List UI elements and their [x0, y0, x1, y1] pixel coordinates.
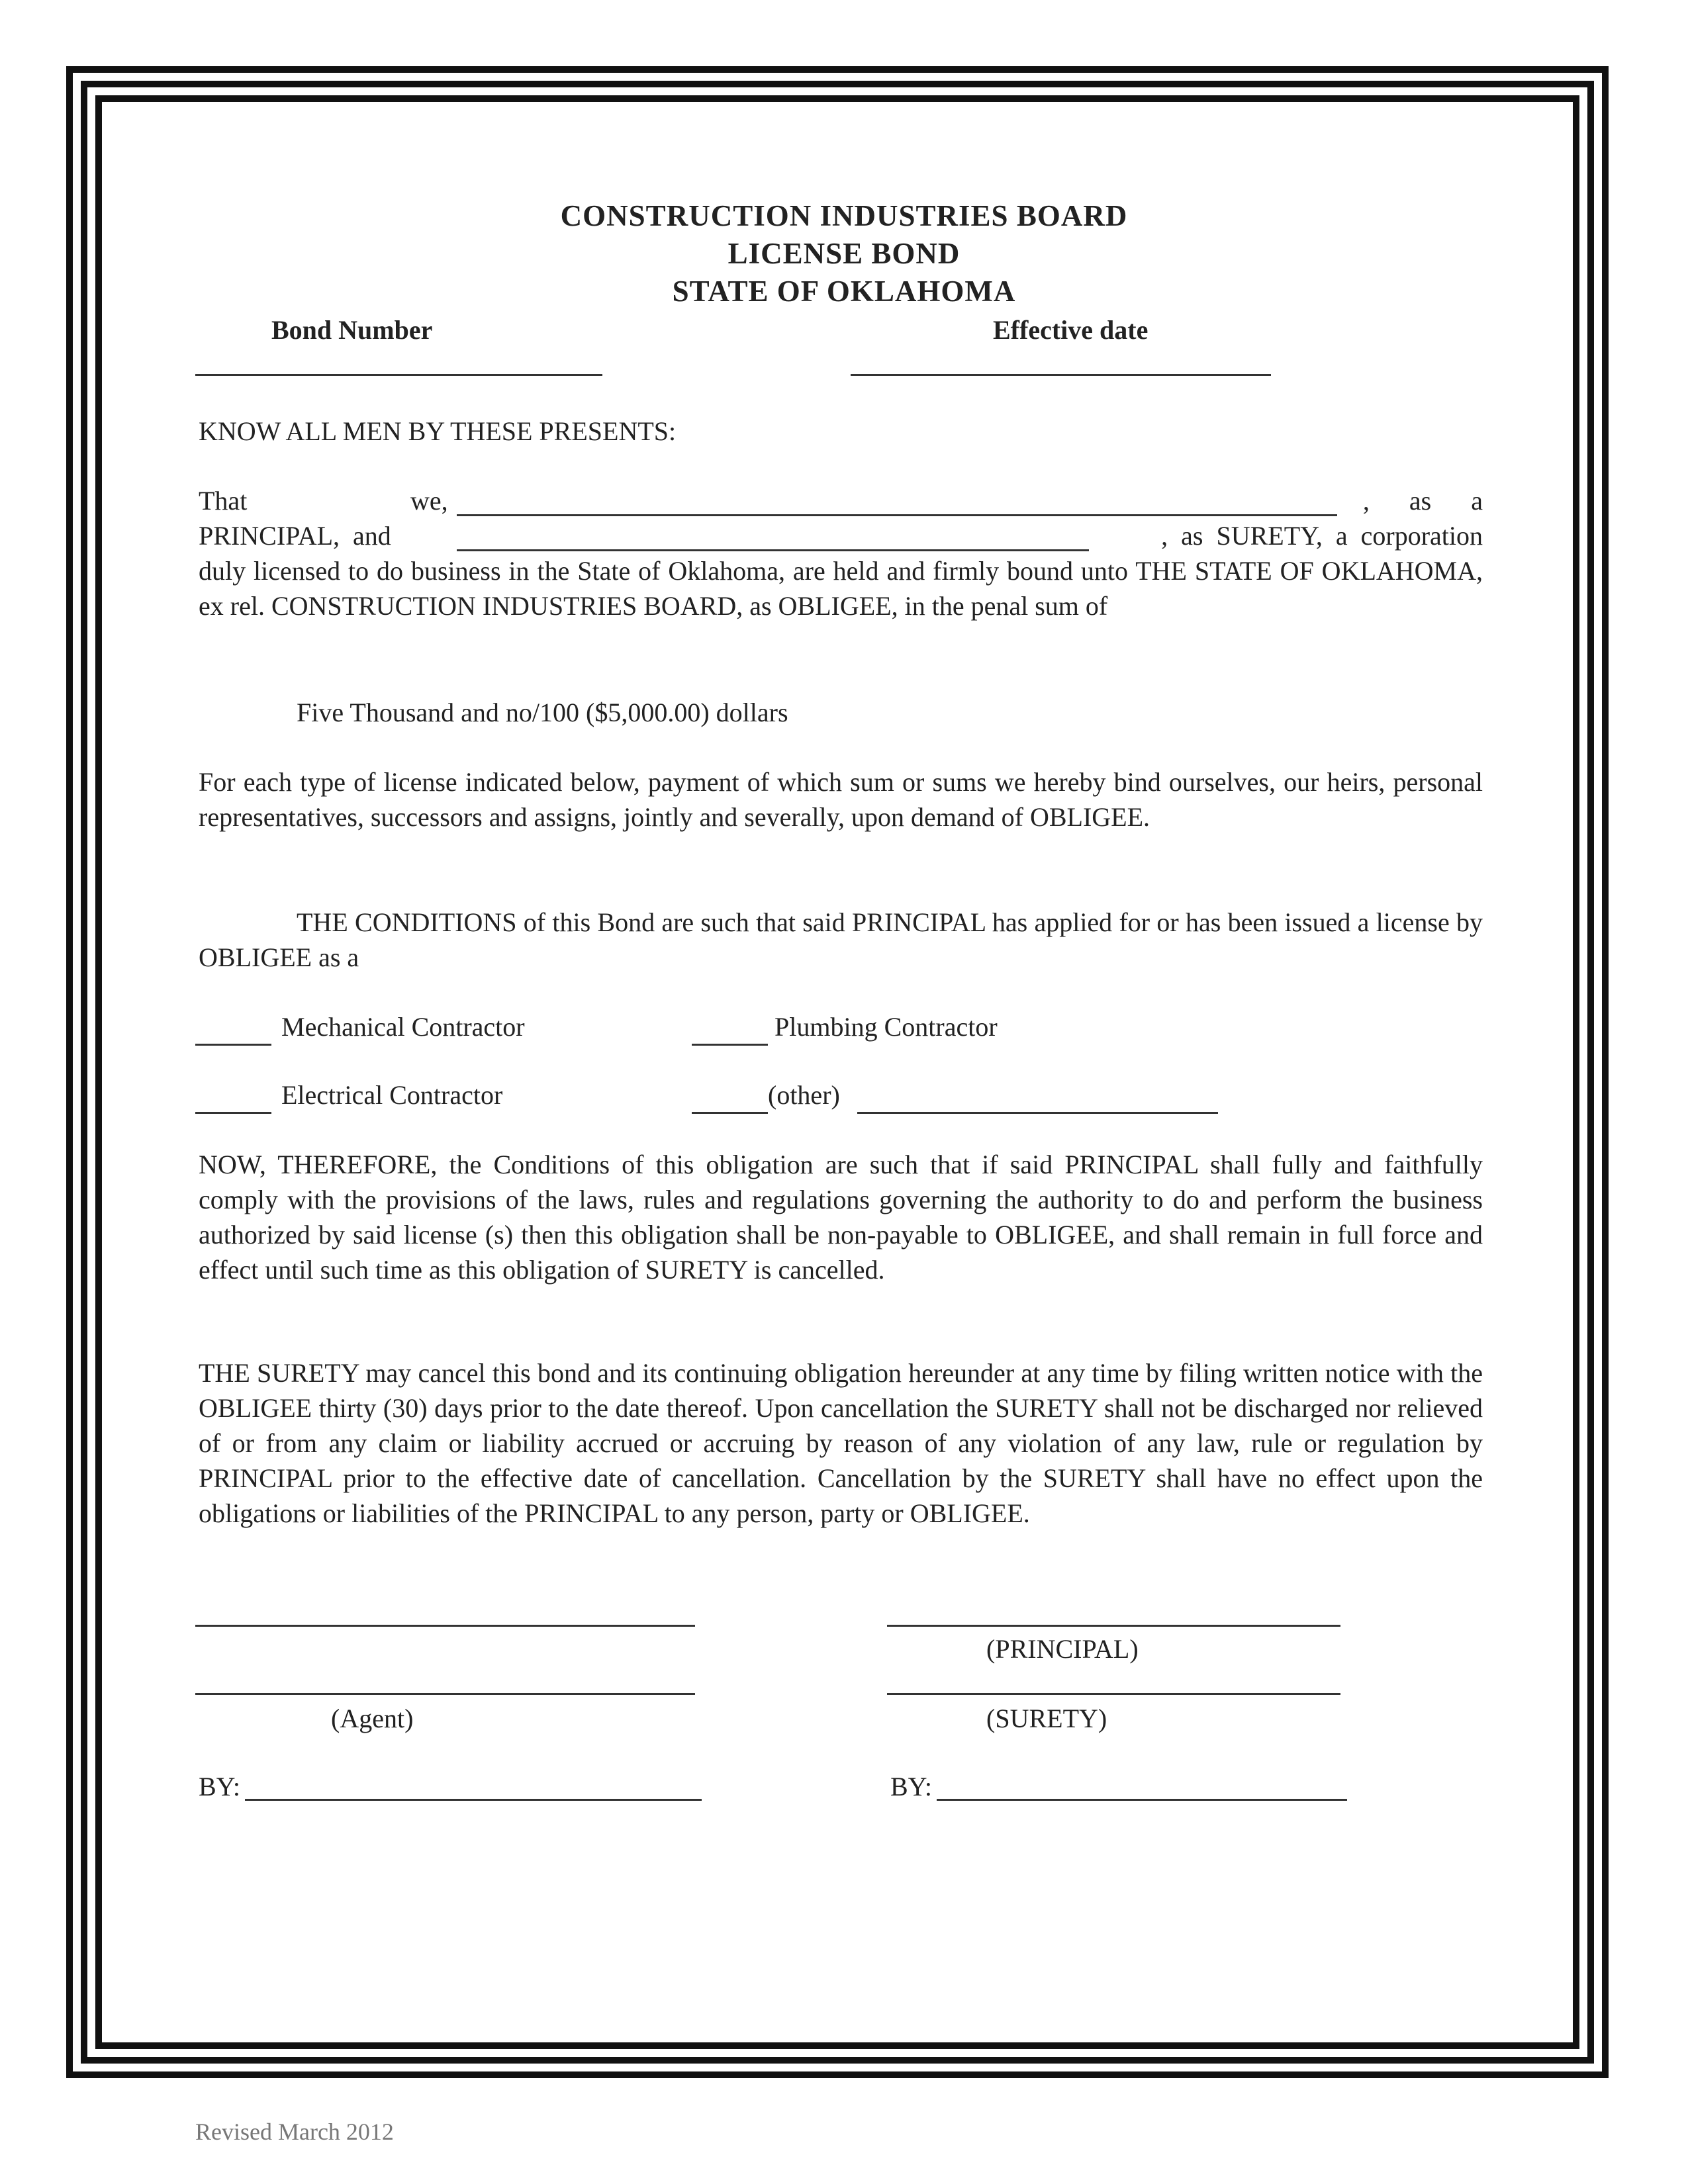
that-text: That: [199, 486, 248, 516]
plumbing-label: Plumbing Contractor: [774, 1012, 998, 1042]
paragraph-cancel: THE SURETY may cancel this bond and its continuing obligation hereunder at any time by filing written notice with the OBLIGEE thirty (30) days prior to the date thereof. Upon cancellation the SURETY shall not be discharged nor relieved of or from any claim or liability accrued or accruing by reason of any violation of any law, rule or regulation by PRINCIPAL prior to the effective date of cancellation. Cancellation by the SURETY shall have no effect upon the obligations or liabilities of the PRINCIPAL to any person, party or OBLIGEE.: [199, 1358, 1483, 1528]
other-label: (other): [768, 1080, 840, 1110]
principal-label: (PRINCIPAL): [986, 1634, 1139, 1664]
penal-sum-amount: Five Thousand and no/100 ($5,000.00) dollars: [297, 698, 788, 727]
state-title: STATE OF OKLAHOMA: [672, 275, 1016, 308]
other-description-field[interactable]: [857, 1112, 1218, 1114]
effective-date-field[interactable]: [851, 374, 1271, 376]
electrical-label: Electrical Contractor: [281, 1080, 503, 1110]
by-right-label: BY:: [890, 1772, 933, 1801]
mechanical-checkbox[interactable]: [195, 1044, 271, 1046]
intro-heading: KNOW ALL MEN BY THESE PRESENTS:: [199, 416, 677, 446]
agent-label: (Agent): [331, 1704, 414, 1733]
as-a-text: , as a: [1362, 486, 1483, 516]
bond-number-field[interactable]: [195, 374, 602, 376]
plumbing-checkbox[interactable]: [692, 1044, 768, 1046]
as-surety-text: , as SURETY, a corporation: [1161, 521, 1483, 551]
by-left-field[interactable]: [245, 1799, 702, 1801]
paragraph-bind: For each type of license indicated below, payment of which sum or sums we hereby bind ourselves, our heirs, personal representatives, successors and assigns, jointly and severally, upon demand of OBLIGEE.: [199, 767, 1483, 832]
principal-signature-line[interactable]: [887, 1625, 1340, 1627]
other-checkbox[interactable]: [692, 1112, 768, 1114]
principal-and-text: PRINCIPAL, and: [199, 521, 391, 551]
surety-signature-line[interactable]: [887, 1693, 1340, 1695]
we-text: we,: [410, 486, 448, 516]
revision-note: Revised March 2012: [195, 2118, 394, 2145]
surety-label: (SURETY): [986, 1704, 1107, 1733]
agent-signature-line-2[interactable]: [195, 1693, 695, 1695]
mechanical-label: Mechanical Contractor: [281, 1012, 525, 1042]
bond-number-label: Bond Number: [271, 315, 433, 345]
form-title: LICENSE BOND: [727, 237, 961, 270]
effective-date-label: Effective date: [993, 315, 1149, 345]
paragraph-bound: duly licensed to do business in the State of Oklahoma, are held and firmly bound unto THE STATE OF OKLAHOMA, ex rel. CONSTRUCTION INDUSTRIES BOARD, as OBLIGEE, in the penal sum of: [199, 556, 1483, 621]
inner-border: [95, 95, 1579, 2049]
surety-name-field[interactable]: [457, 549, 1089, 551]
by-right-field[interactable]: [937, 1799, 1347, 1801]
board-title: CONSTRUCTION INDUSTRIES BOARD: [560, 199, 1128, 232]
paragraph-therefore: NOW, THEREFORE, the Conditions of this obligation are such that if said PRINCIPAL shall fully and faithfully comply with the provisions of the laws, rules and regulations governing the authority to do and perform the business authorized by said license (s) then this obligation shall be non-payable to OBLIGEE, and shall remain in full force and effect until such time as this obligation of SURETY is cancelled.: [199, 1150, 1483, 1285]
principal-name-field[interactable]: [457, 514, 1337, 516]
agent-signature-line-1[interactable]: [195, 1625, 695, 1627]
paragraph-conditions: THE CONDITIONS of this Bond are such that said PRINCIPAL has applied for or has been issued a license by OBLIGEE as a: [199, 907, 1483, 972]
by-left-label: BY:: [199, 1772, 241, 1801]
electrical-checkbox[interactable]: [195, 1112, 271, 1114]
